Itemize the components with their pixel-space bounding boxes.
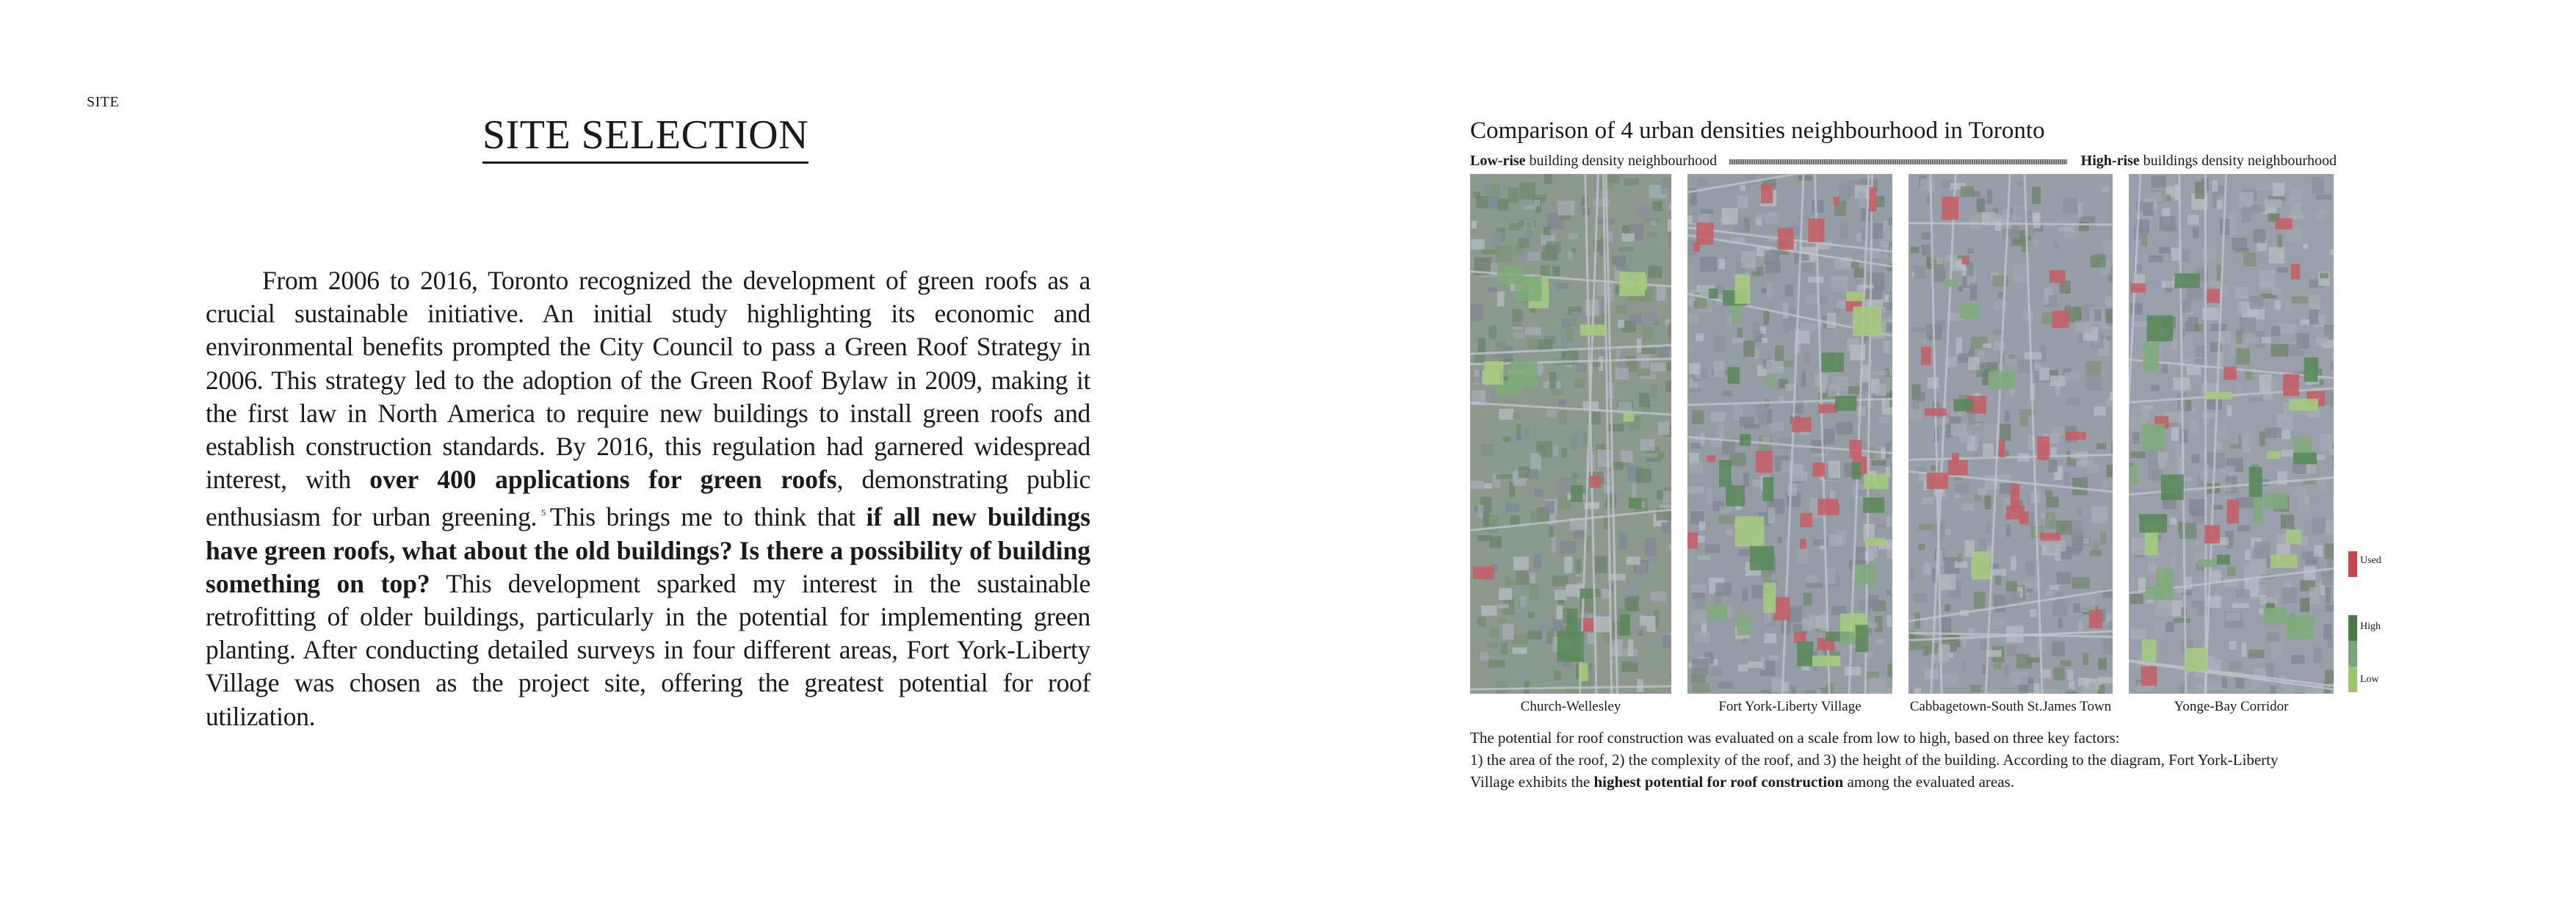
low-rise-rest: building density neighbourhood xyxy=(1525,153,1718,169)
high-rise-label xyxy=(2081,153,2337,170)
legend-used-label: Used xyxy=(2360,555,2381,566)
body-text-segment: , demonstrating public enthusiasm for urban greening. xyxy=(206,465,1090,532)
emphasis-text: if all new buildings have green roofs, what about the old buildings? Is there a possibility of building something on top? xyxy=(206,502,1090,598)
map-wash xyxy=(2129,174,2334,694)
legend-mid-swatch xyxy=(2348,641,2357,667)
map-wash xyxy=(1909,174,2113,694)
low-rise-label xyxy=(1470,153,1717,170)
summary-line-3-post: among the evaluated areas. xyxy=(1843,773,2014,791)
legend-low-label: Low xyxy=(2360,674,2379,685)
legend-low-swatch xyxy=(2348,667,2357,692)
map-caption: Cabbagetown-South St.James Town xyxy=(1909,699,2112,714)
legend-high-swatch xyxy=(2348,615,2357,641)
map-caption: Fort York-Liberty Village xyxy=(1718,699,1862,714)
legend-used-swatch xyxy=(2348,551,2357,577)
section-label: SITE xyxy=(87,94,120,110)
density-scale xyxy=(1470,153,2337,172)
page-title xyxy=(0,112,1291,164)
summary-highlight: highest potential for roof construction xyxy=(1593,773,1844,791)
summary-line-1: The potential for roof construction was evaluated on a scale from low to high, based on three key factors: xyxy=(1470,729,2120,747)
high-rise-rest: buildings density neighbourhood xyxy=(2139,153,2337,169)
low-rise-bold: Low-rise xyxy=(1470,153,1526,169)
body-paragraph xyxy=(206,264,1090,733)
map-caption: Church-Wellesley xyxy=(1520,699,1621,714)
map-caption: Yonge-Bay Corridor xyxy=(2174,699,2289,714)
footnote-marker: 5 xyxy=(541,507,546,518)
figure-summary xyxy=(1470,727,2425,793)
legend-high-label: High xyxy=(2360,621,2381,632)
summary-line-2: 1) the area of the roof, 2) the complexity of the roof, and 3) the height of the building. According to the diagram, Fort York-Liberty xyxy=(1470,751,2279,769)
body-text-segment: From 2006 to 2016, Toronto recognized the development of green roofs as a crucial sustainable initiative. An initial study highlighting its economic and environmental benefits prompted the City Council to pass a Green Roof Strategy in 2006. This strategy led to the adoption of the Green Roof Bylaw in 2009, making it the first law in North America to require new buildings to install green roofs and establish construction standards. By 2016, this regulation had garnered widespread interest, with xyxy=(206,266,1090,495)
emphasis-text: over 400 applications for green roofs xyxy=(369,465,837,495)
map-yonge-bay-corridor xyxy=(2129,174,2334,694)
high-rise-bold: High-rise xyxy=(2080,153,2140,169)
body-text-segment: This brings me to think that xyxy=(549,502,866,532)
map-wash xyxy=(1470,174,1671,694)
figure-title: Comparison of 4 urban densities neighbourhood in Toronto xyxy=(1470,117,2045,144)
map-church-wellesley xyxy=(1470,174,1671,694)
map-cabbagetown-south-st-james-town xyxy=(1909,174,2113,694)
body-text-segment: This development sparked my interest in the sustainable retrofitting of older buildings, particularly in the potential for implementing green planting. After conducting detailed surveys in four different areas, Fort York-Liberty Village was chosen as the project site, offering the greatest potential for roof utilization. xyxy=(206,568,1090,731)
map-fort-york-liberty-village xyxy=(1687,174,1892,694)
density-gradient-bar xyxy=(1729,159,2067,164)
page-title-text: SITE SELECTION xyxy=(482,115,808,164)
map-wash xyxy=(1687,174,1892,694)
summary-line-3-pre: Village exhibits the xyxy=(1470,773,1594,791)
